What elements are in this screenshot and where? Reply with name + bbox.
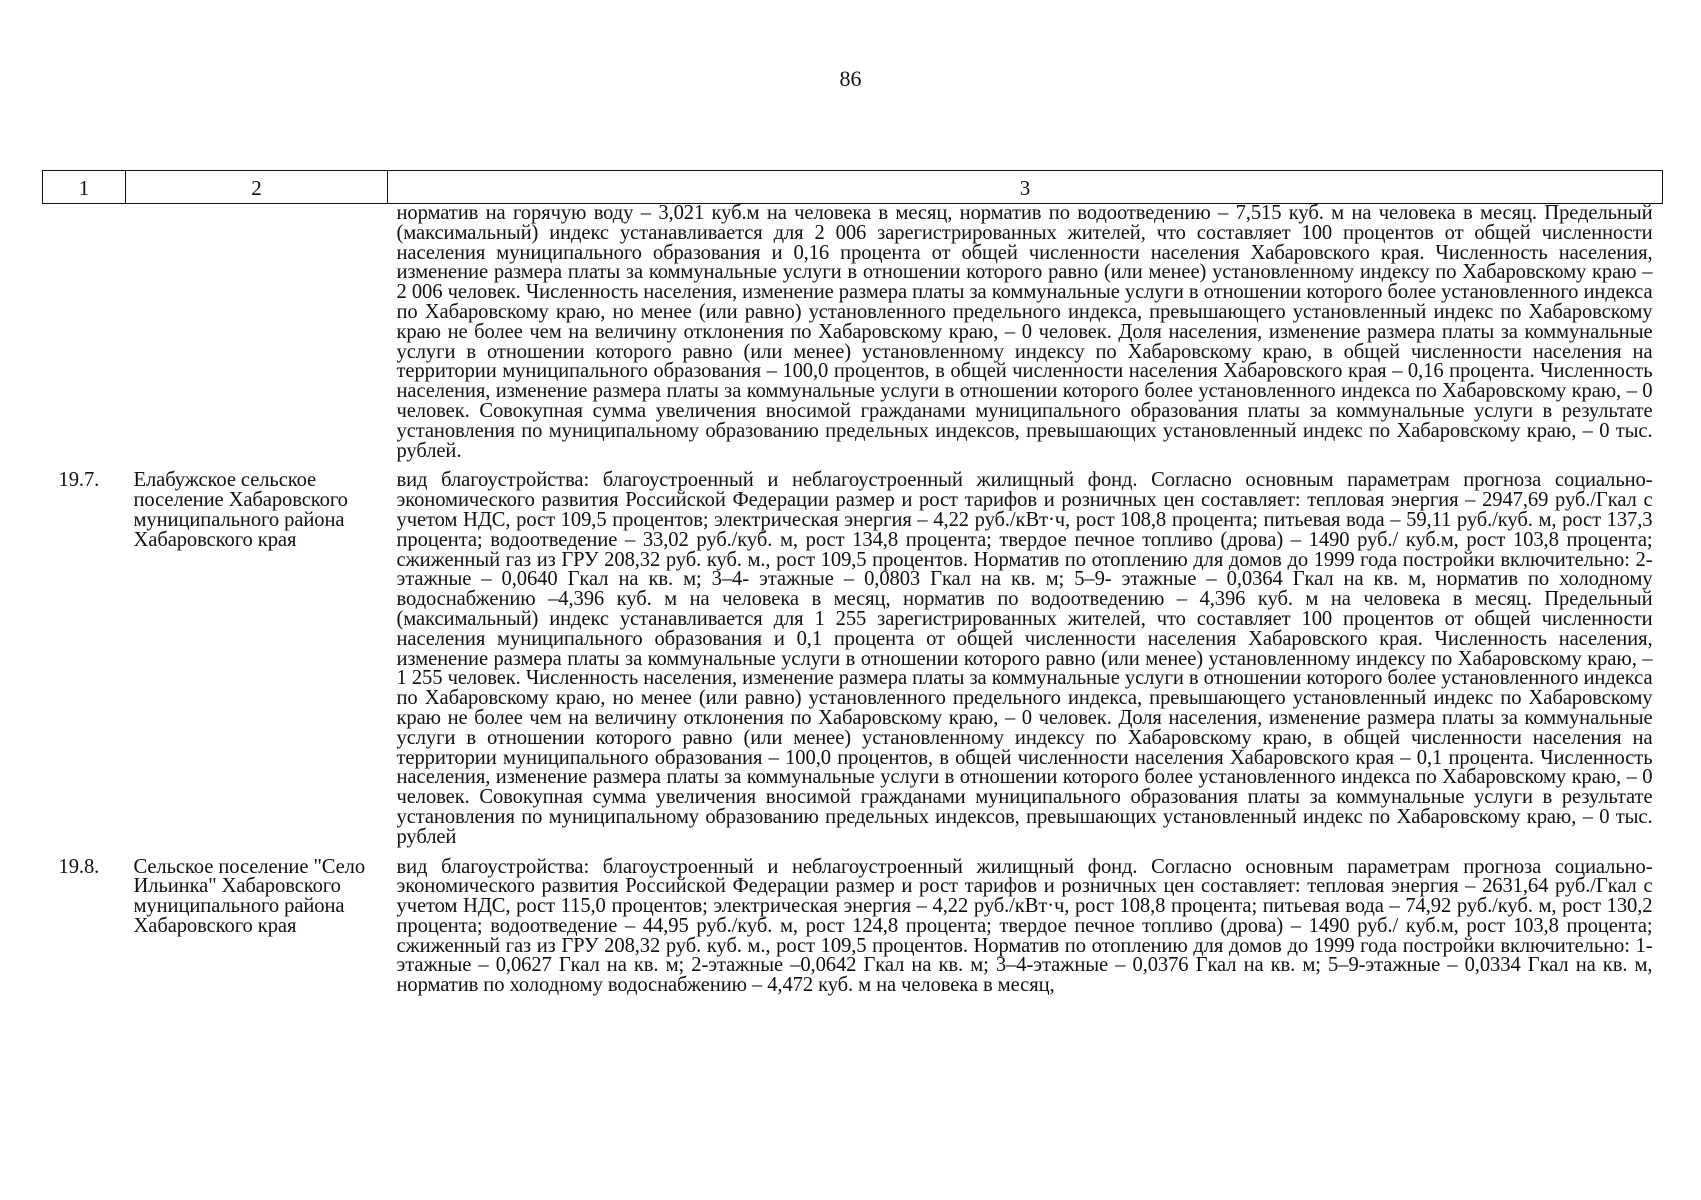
table-header-row <box>43 171 1663 204</box>
column-header-1: 1 <box>43 171 126 204</box>
municipality-name: Сельское поселение "Село Ильинка" Хабаровского муниципального района Хабаровского края <box>133 855 366 937</box>
table-row <box>43 204 1663 462</box>
municipality-name <box>126 204 388 462</box>
column-header-2: 2 <box>126 171 388 204</box>
column-header-3: 3 <box>388 171 1663 204</box>
municipality-name: Елабужское сельское поселение Хабаровского муниципального района Хабаровского края <box>133 469 348 551</box>
tariff-table <box>42 170 1663 996</box>
row-number: 19.7. <box>58 469 100 492</box>
row-description: норматив на горячую воду – 3,021 куб.м на человека в месяц, норматив по водоотведению – 7,515 куб. м на человека в месяц. Предельный (максимальный) индекс устанавливается для 2 006 зарегистрированных жителей, что составляет 100 процентов от общей численности населения муниципального образования и 0,16 процента от общей численности населения Хабаровского края. Численность населения, изменение размера платы за коммунальные услуги в отношении которого равно (или менее) установленному индексу по Хабаровскому краю – 2 006 человек. Численность населения, изменение размера платы за коммунальные услуги в отношении которого более установленного индекса по Хабаровскому краю, но менее (или равно) установленного предельного индекса, превышающего установленный индекс по Хабаровскому краю не более чем на величину отклонения по Хабаровскому краю, – 0 человек. Доля населения, изменение размера платы за коммунальные услуги в отношении которого равно (или менее) установленному индексу по Хабаровскому краю, в общей численности населения на территории муниципального образования – 100,0 процентов, в общей численности населения Хабаровского края – 0,16 процента. Численность населения, изменение размера платы за коммунальные услуги в отношении которого более установленного индекса по Хабаровскому краю, – 0 человек. Совокупная сумма увеличения вносимой гражданами муниципального образования платы за коммунальные услуги в результате установления по муниципальному образованию предельных индексов, превышающих установленный индекс по Хабаровскому краю, – 0 тыс. рублей. <box>396 202 1653 462</box>
row-description: вид благоустройства: благоустроенный и неблагоустроенный жилищный фонд. Согласно основным параметрам прогноза социально-экономического развития Российской Федерации размер и рост тарифов и розничных цен составляет: тепловая энергия – 2631,64 руб./Гкал с учетом НДС, рост 115,0 процентов; электрическая энергия – 4,22 руб./кВт·ч, рост 108,8 процента; питьевая вода – 74,92 руб./куб. м, рост 130,2 процента; водоотведение – 44,95 руб./куб. м, рост 124,8 процента; твердое печное топливо (дрова) – 1490 руб./ куб.м, рост 103,8 процента; сжиженный газ из ГРУ 208,32 руб. куб. м., рост 109,5 процентов. Норматив по отоплению для домов до 1999 года постройки включительно: 1-этажные – 0,0627 Гкал на кв. м; 2-этажные –0,0642 Гкал на кв. м; 3–4-этажные – 0,0376 Гкал на кв. м; 5–9-этажные – 0,0334 Гкал на кв. м, норматив по холодному водоснабжению – 4,472 куб. м на человека в месяц, <box>396 855 1653 997</box>
page-number: 86 <box>839 66 862 91</box>
row-number: 19.8. <box>58 855 100 878</box>
row-description: вид благоустройства: благоустроенный и неблагоустроенный жилищный фонд. Согласно основным параметрам прогноза социально-экономического развития Российской Федерации размер и рост тарифов и розничных цен составляет: тепловая энергия – 2947,69 руб./Гкал с учетом НДС, рост 109,5 процентов; электрическая энергия – 4,22 руб./кВт·ч, рост 108,8 процента; питьевая вода – 59,11 руб./куб. м, рост 137,3 процента; водоотведение – 33,02 руб./куб. м, рост 134,8 процента; твердое печное топливо (дрова) – 1490 руб./ куб.м, рост 103,8 процента; сжиженный газ из ГРУ 208,32 руб. куб. м., рост 109,5 процентов. Норматив по отоплению для домов до 1999 года постройки включительно: 2-этажные – 0,0640 Гкал на кв. м; 3–4- этажные – 0,0803 Гкал на кв. м; 5–9- этажные – 0,0364 Гкал на кв. м, норматив по холодному водоснабжению –4,396 куб. м на человека в месяц, норматив по водоотведению – 4,396 куб. м на человека в месяц. Предельный (максимальный) индекс устанавливается для 1 255 зарегистрированных жителей, что составляет 100 процентов от общей численности населения муниципального образования и 0,1 процента от общей численности населения Хабаровского края. Численность населения, изменение размера платы за коммунальные услуги в отношении которого равно (или менее) установленному индексу по Хабаровскому краю, – 1 255 человек. Численность населения, изменение размера платы за коммунальные услуги в отношении которого более установленного индекса по Хабаровскому краю, но менее (или равно) установленного предельного индекса, превышающего установленный индекс по Хабаровскому краю не более чем на величину отклонения по Хабаровскому краю, – 0 человек. Доля населения, изменение размера платы за коммунальные услуги в отношении которого равно (или менее) установленному индексу по Хабаровскому краю, в общей численности населения на территории муниципального образования – 100,0 процентов, в общей численности населения Хабаровского края – 0,1 процента. Численность населения, изменение размера платы за коммунальные услуги в отношении которого более установленного индекса по Хабаровскому краю, – 0 человек. Совокупная сумма увеличения вносимой гражданами муниципального образования платы за коммунальные услуги в результате установления по муниципальному образованию предельных индексов, превышающих установленный индекс по Хабаровскому краю, – 0 тыс. рублей <box>396 469 1653 848</box>
row-number <box>43 204 126 462</box>
table-row <box>43 461 1663 847</box>
table-row <box>43 848 1663 997</box>
